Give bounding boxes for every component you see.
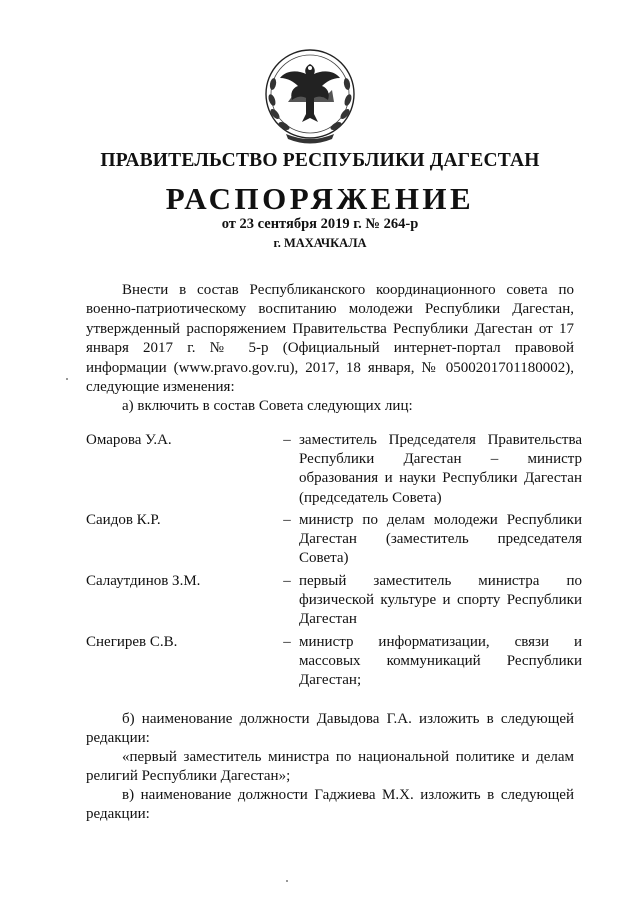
item-a-paragraph (86, 397, 574, 416)
document-type: РАСПОРЯЖЕНИЕ (165, 181, 475, 216)
scan-speck (286, 880, 288, 882)
member-name: Снегирев С.В. (86, 634, 178, 650)
member-position: заместитель Председателя Правительства Республики Дагестан – министр образования и науки Республики Дагестан (председатель Совета) (299, 432, 582, 506)
item-a-text: а) включить в состав Совета следующих лиц: (122, 398, 413, 414)
document-city: г. МАХАЧКАЛА (273, 236, 367, 250)
member-name: Салаутдинов З.М. (86, 573, 201, 589)
item-b-quote-text: «первый заместитель министра по национальной политике и делам религий Республики Дагестан»; (86, 749, 574, 785)
member-position: министр информатизации, связи и массовых коммуникаций Республики Дагестан; (299, 634, 582, 689)
item-b-quote-paragraph (86, 748, 574, 787)
member-name: Омарова У.А. (86, 432, 172, 448)
member-name: Саидов К.Р. (86, 512, 161, 528)
member-position: министр по делам молодежи Республики Дагестан (заместитель председателя Совета) (299, 512, 582, 567)
member-position: первый заместитель министра по физической культуре и спорту Республики Дагестан (299, 573, 582, 628)
item-v-paragraph (86, 786, 574, 825)
item-v-text: в) наименование должности Гаджиева М.Х. изложить в следующей редакции: (86, 787, 574, 823)
scan-speck (66, 378, 68, 380)
member-dash: – (283, 634, 291, 650)
document-date-number: от 23 сентября 2019 г. № 264-р (221, 216, 419, 232)
intro-paragraph (86, 281, 574, 397)
item-b-paragraph (86, 710, 574, 749)
item-b-text: б) наименование должности Давыдова Г.А. изложить в следующей редакции: (86, 711, 574, 747)
member-dash: – (283, 573, 291, 589)
dagestan-coat-of-arms-icon (262, 44, 358, 148)
member-dash: – (283, 432, 291, 448)
intro-text: Внести в состав Республиканского координационного совета по военно-патриотическому воспитанию молодежи Республики Дагестан, утвержденный распоряжением Правительства Республики Дагестан от 17 января 2017 г. № 5-р (Официальный интернет-портал правовой информации (www.pravo.gov.ru), 2017, 18 января, № 0500201701180002), следующие изменения: (86, 282, 574, 396)
government-title: ПРАВИТЕЛЬСТВО РЕСПУБЛИКИ ДАГЕСТАН (100, 150, 540, 171)
member-dash: – (283, 512, 291, 528)
